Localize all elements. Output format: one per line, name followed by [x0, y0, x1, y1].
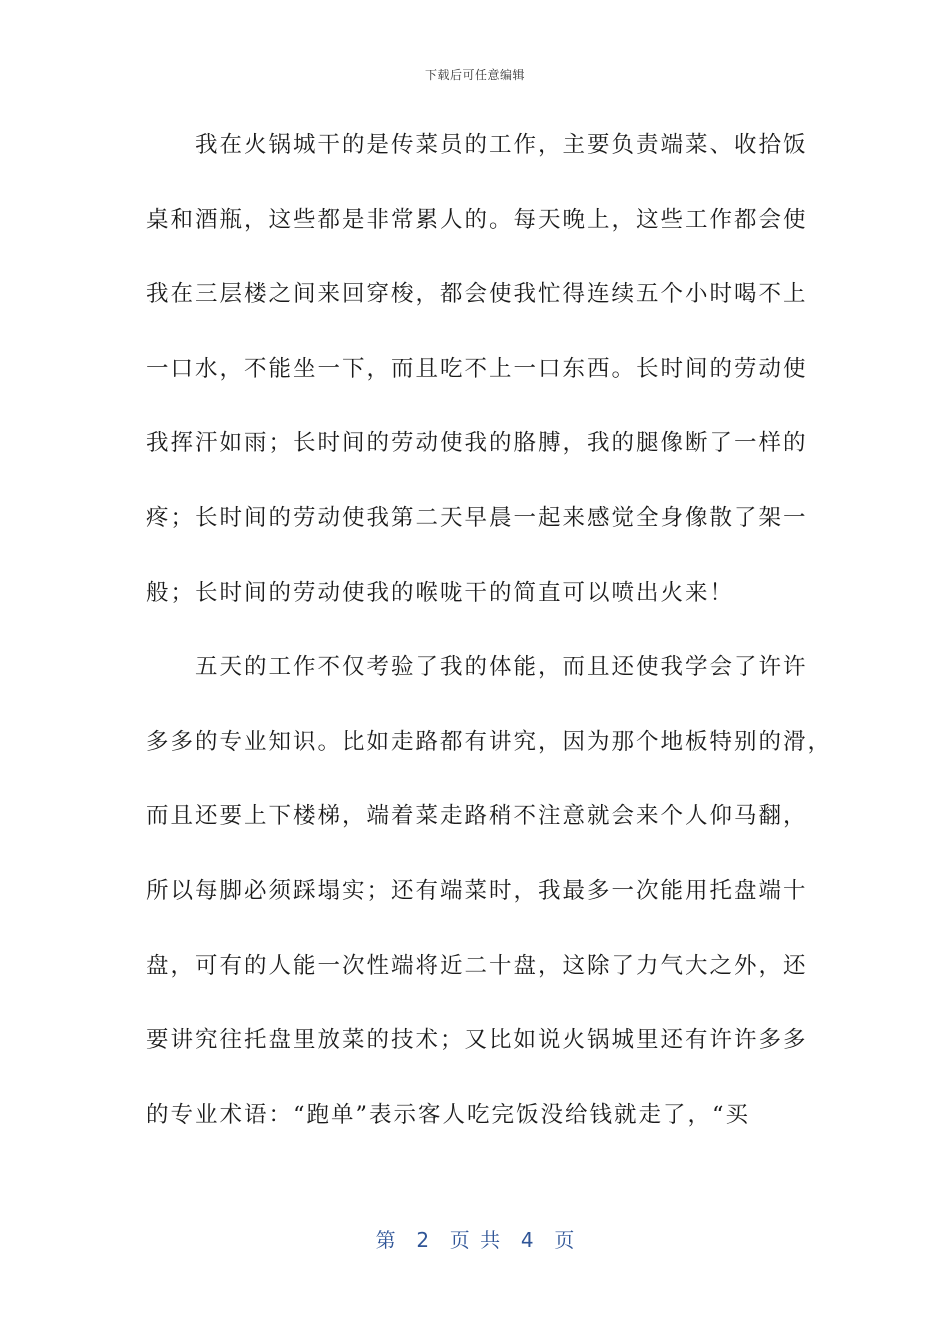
text-line: 五天的工作不仅考验了我的体能，而且还使我学会了许许	[146, 654, 808, 681]
text-line: 盘，可有的人能一次性端将近二十盘，这除了力气大之外，还	[146, 952, 808, 979]
page-number-footer	[0, 1224, 950, 1253]
text-line: 要讲究往托盘里放菜的技术；又比如说火锅城里还有许许多多	[146, 1027, 808, 1054]
document-body	[146, 119, 833, 1163]
page-header: 下载后可任意编辑	[424, 68, 525, 82]
text-line: 般；长时间的劳动使我的喉咙干的简直可以喷出火来！	[146, 579, 735, 606]
text-line: 所以每脚必须踩塌实；还有端菜时，我最多一次能用托盘端十	[146, 877, 808, 904]
text-line: 多多的专业知识。比如走路都有讲究，因为那个地板特别的滑，	[146, 728, 833, 755]
text-line: 疼；长时间的劳动使我第二天早晨一起来感觉全身像散了架一	[146, 504, 808, 531]
text-line: 的专业术语：“跑单”表示客人吃完饭没给钱就走了，“买	[146, 1101, 751, 1128]
text-line: 而且还要上下楼梯，端着菜走路稍不注意就会来个人仰马翻，	[146, 803, 808, 830]
page-number-text: 第 2 页 共 4 页	[375, 1228, 575, 1252]
text-line: 桌和酒瓶，这些都是非常累人的。每天晚上，这些工作都会使	[146, 206, 808, 233]
text-line: 我挥汗如雨；长时间的劳动使我的胳膊，我的腿像断了一样的	[146, 430, 808, 457]
text-line: 我在三层楼之间来回穿梭，都会使我忙得连续五个小时喝不上	[146, 281, 808, 308]
text-line: 我在火锅城干的是传菜员的工作，主要负责端菜、收拾饭	[146, 132, 808, 158]
text-line: 一口水，不能坐一下，而且吃不上一口东西。长时间的劳动使	[146, 355, 808, 382]
